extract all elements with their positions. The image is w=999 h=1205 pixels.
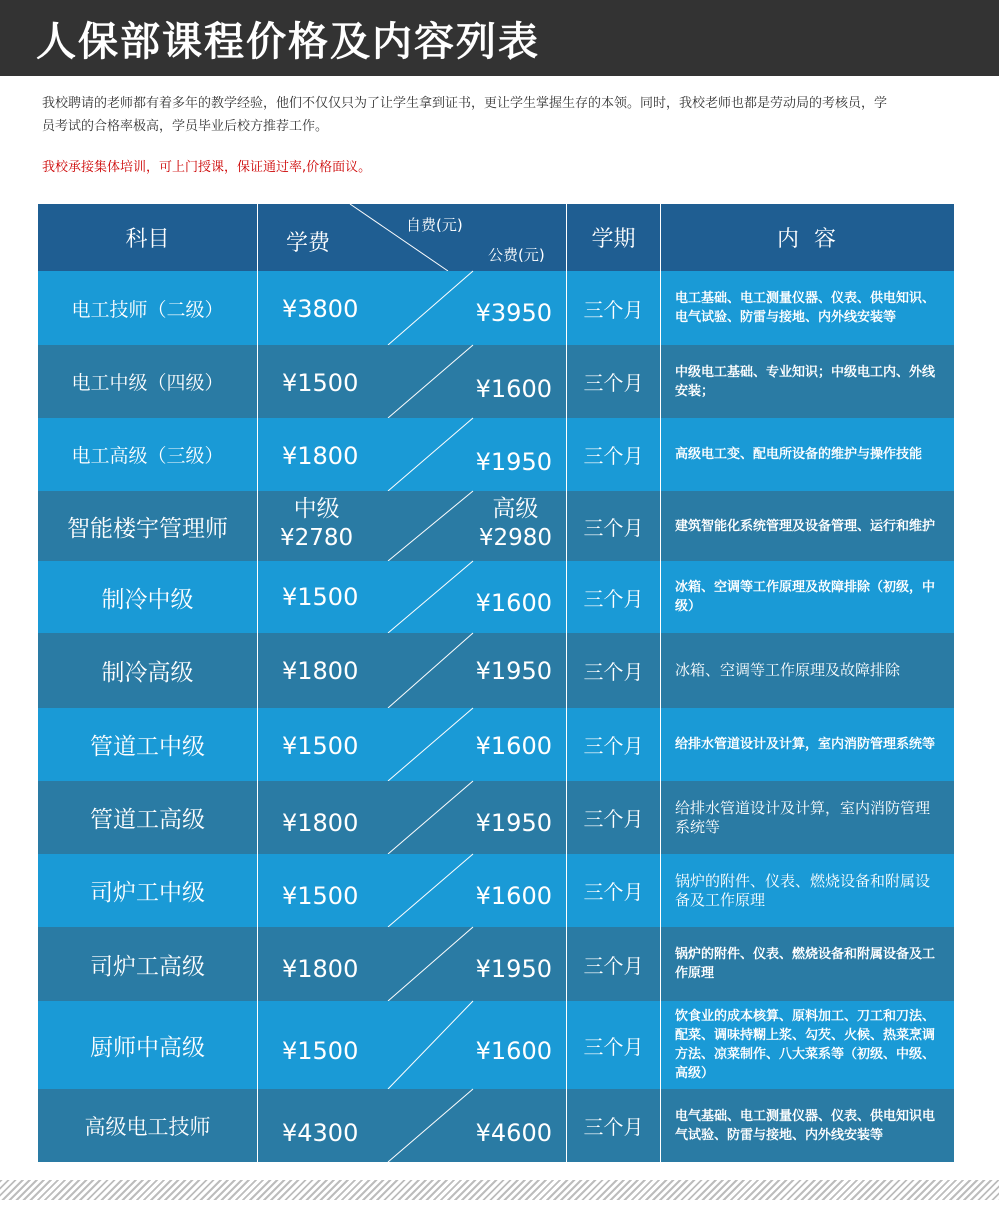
row-term: 三个月 <box>567 271 661 345</box>
row-term: 三个月 <box>567 708 661 781</box>
row-fee <box>258 1001 567 1089</box>
fee-public-paid: ¥1950 <box>475 448 552 476</box>
row-fee <box>258 708 567 781</box>
row-fee <box>258 854 567 927</box>
row-term: 三个月 <box>567 418 661 491</box>
table-row <box>38 1089 954 1162</box>
row-term: 三个月 <box>567 633 661 708</box>
row-content <box>661 1089 954 1162</box>
row-fee <box>258 781 567 854</box>
fee-self-paid: ¥1500 <box>282 732 359 760</box>
row-content-text: 给排水管道设计及计算，室内消防管理系统等 <box>675 737 936 752</box>
title-bar <box>0 0 999 76</box>
header-fee <box>258 204 567 271</box>
row-content-text: 饮食业的成本核算、原料加工、刀工和刀法、配菜、调味持糊上浆、勾芡、火候、热菜烹调方法、凉菜制作、八大菜系等（初级、中级、高级） <box>675 1009 936 1081</box>
fee-self-paid: ¥1500 <box>282 369 359 397</box>
row-term: 三个月 <box>567 561 661 633</box>
fee-self-paid: ¥3800 <box>282 295 359 323</box>
row-content-text: 锅炉的附件、仪表、燃烧设备和附属设备及工作原理 <box>675 947 936 981</box>
header-fee-label: 学费 <box>286 231 331 256</box>
footer-stripe <box>0 1180 999 1200</box>
table-row <box>38 1001 954 1090</box>
row-content <box>661 927 954 1001</box>
row-term: 三个月 <box>567 854 661 927</box>
page-title: 人保部课程价格及内容列表 <box>36 19 540 65</box>
fee-self-paid: ¥4300 <box>282 1119 359 1147</box>
row-content <box>661 633 954 708</box>
row-content-text: 冰箱、空调等工作原理及故障排除（初级，中级） <box>675 580 936 614</box>
row-content-text: 电气基础、电工测量仪器、仪表、供电知识电气试验、防雷与接地、内外线安装等 <box>675 1108 936 1143</box>
row-content-text: 高级电工变、配电所设备的维护与操作技能 <box>675 447 923 462</box>
row-content <box>661 345 954 418</box>
row-subject: 电工高级（三级） <box>38 418 258 491</box>
table-header-row <box>38 204 954 272</box>
course-price-table <box>38 204 954 1162</box>
fee-self-paid: ¥1800 <box>282 955 359 983</box>
fee-self-level: 中级 <box>293 496 340 522</box>
table-row <box>38 561 954 634</box>
row-fee <box>258 561 567 633</box>
row-term: 三个月 <box>567 781 661 854</box>
row-subject: 司炉工高级 <box>38 927 258 1001</box>
fee-self-stack <box>280 495 353 553</box>
table-row <box>38 418 954 492</box>
fee-self-paid: ¥2780 <box>280 525 354 551</box>
fee-public-paid: ¥4600 <box>475 1119 552 1147</box>
row-subject: 电工中级（四级） <box>38 345 258 418</box>
fee-public-paid: ¥1950 <box>475 955 552 983</box>
row-term: 三个月 <box>567 345 661 418</box>
row-content <box>661 708 954 781</box>
row-content-text: 锅炉的附件、仪表、燃烧设备和附属设备及工作原理 <box>675 871 931 909</box>
fee-public-paid: ¥2980 <box>478 525 552 551</box>
fee-self-paid: ¥1800 <box>282 442 359 470</box>
row-subject: 管道工高级 <box>38 781 258 854</box>
row-subject: 电工技师（二级） <box>38 271 258 345</box>
fee-public-paid: ¥1600 <box>475 732 552 760</box>
row-content <box>661 491 954 561</box>
row-content <box>661 418 954 491</box>
row-term: 三个月 <box>567 1089 661 1162</box>
row-content-text: 给排水管道设计及计算，室内消防管理系统等 <box>675 798 931 836</box>
header-subject: 科目 <box>38 204 258 271</box>
row-fee <box>258 927 567 1001</box>
row-content <box>661 781 954 854</box>
table-row <box>38 708 954 782</box>
row-fee <box>258 633 567 708</box>
table-row <box>38 633 954 709</box>
row-subject: 智能楼宇管理师 <box>38 491 258 561</box>
row-fee <box>258 1089 567 1162</box>
table-row <box>38 781 954 855</box>
fee-self-paid: ¥1500 <box>282 882 359 910</box>
row-fee <box>258 418 567 491</box>
header-content: 内 容 <box>777 227 840 252</box>
row-content-text: 电工基础、电工测量仪器、仪表、供电知识、电气试验、防雷与接地、内外线安装等 <box>675 291 936 325</box>
fee-self-paid: ¥1500 <box>282 583 359 611</box>
row-fee <box>258 491 567 561</box>
header-public-paid: 公费(元) <box>488 246 545 264</box>
row-subject: 制冷中级 <box>38 561 258 633</box>
row-content <box>661 1001 954 1089</box>
row-subject: 制冷高级 <box>38 633 258 708</box>
fee-public-paid: ¥1950 <box>475 657 552 685</box>
fee-public-paid: ¥1600 <box>475 882 552 910</box>
table-row <box>38 854 954 928</box>
header-term: 学期 <box>567 204 661 271</box>
table-row <box>38 345 954 419</box>
row-subject: 管道工中级 <box>38 708 258 781</box>
fee-self-paid: ¥1500 <box>282 1037 359 1065</box>
table-row <box>38 927 954 1002</box>
fee-public-stack <box>479 495 552 553</box>
row-subject: 司炉工中级 <box>38 854 258 927</box>
row-subject: 厨师中高级 <box>38 1001 258 1089</box>
row-subject: 高级电工技师 <box>38 1089 258 1162</box>
row-content <box>661 854 954 927</box>
row-content-text: 冰箱、空调等工作原理及故障排除 <box>675 661 901 679</box>
row-term: 三个月 <box>567 927 661 1001</box>
row-content <box>661 561 954 633</box>
fee-public-paid: ¥1600 <box>475 375 552 403</box>
row-content <box>661 271 954 345</box>
row-term: 三个月 <box>567 491 661 561</box>
row-fee <box>258 271 567 345</box>
intro-paragraph: 我校聘请的老师都有着多年的教学经验，他们不仅仅只为了让学生拿到证书，更让学生掌握生存的本领。同时，我校老师也都是劳动局的考核员，学员考试的合格率极高，学员毕业后校方推荐工作。 <box>42 96 888 134</box>
fee-self-paid: ¥1800 <box>282 657 359 685</box>
fee-public-paid: ¥1600 <box>475 589 552 617</box>
header-self-paid: 自费(元) <box>406 216 463 234</box>
fee-public-paid: ¥1950 <box>475 809 552 837</box>
fee-public-level: 高级 <box>492 496 539 522</box>
table-row <box>38 491 954 562</box>
table-row <box>38 271 954 346</box>
fee-public-paid: ¥1600 <box>475 1037 552 1065</box>
notice-text: 我校承接集体培训，可上门授课，保证通过率,价格面议。 <box>42 160 372 175</box>
row-content-text: 建筑智能化系统管理及设备管理、运行和维护 <box>675 518 936 534</box>
row-fee <box>258 345 567 418</box>
row-term: 三个月 <box>567 1001 661 1089</box>
row-content-text: 中级电工基础、专业知识；中级电工内、外线安装； <box>675 364 936 399</box>
fee-self-paid: ¥1800 <box>282 809 359 837</box>
fee-public-paid: ¥3950 <box>475 299 552 327</box>
